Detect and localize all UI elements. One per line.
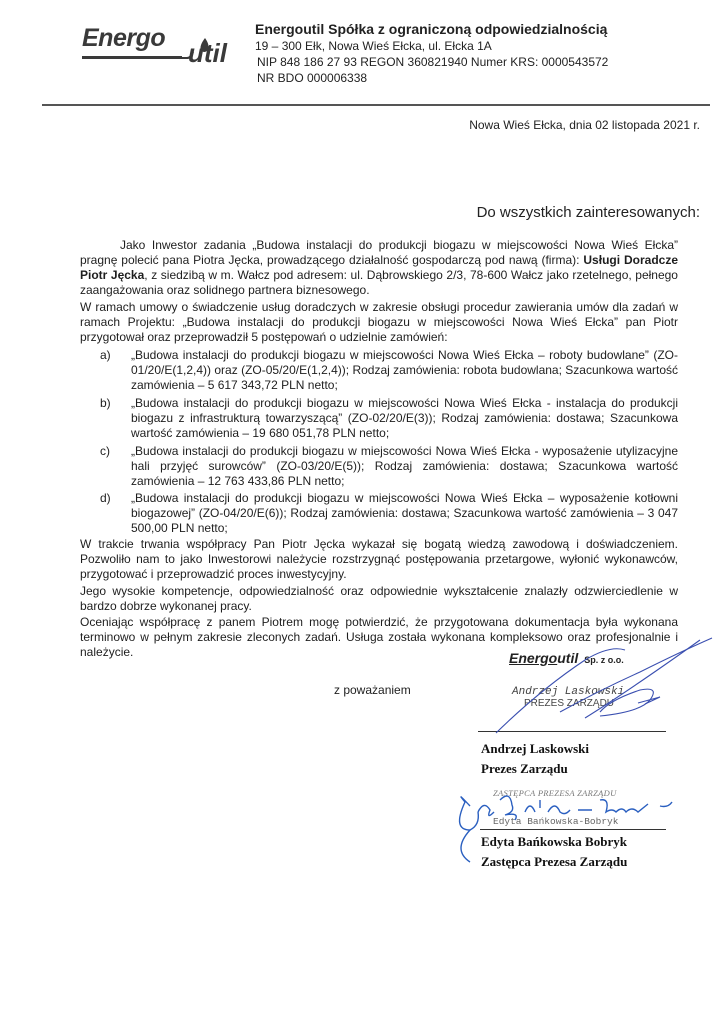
signer-role: Prezes Zarządu [481, 761, 568, 776]
stamp-logo-util: util [557, 650, 579, 666]
signature-line [478, 731, 666, 732]
company-logo [80, 22, 230, 70]
signer-name: Edyta Bańkowska Bobryk [481, 834, 627, 849]
list-item-text: „Budowa instalacji do produkcji biogazu w miejscowości Nowa Wieś Ełcka - wyposażenie utylizacyjne hali przyjęć surowców” (ZO-03/20/E(5)); Rodzaj zamówienia: dostawa; Szacunkowa wartość zamówienia – 12 763 433,86 PLN netto; [131, 444, 678, 488]
logo-text-energo: Energo [82, 24, 166, 52]
paragraph-competence: Jego wysokie kompetencje, odpowiedzialność oraz odpowiednie wykształcenie znalazły odzwierciedlenie w bardzo dobrze wykonanej pracy. [80, 584, 678, 613]
date-line: Nowa Wieś Ełcka, dnia 02 listopada 2021 r. [469, 118, 700, 132]
company-stamp-logo [509, 650, 624, 666]
paragraph-text: , z siedzibą w m. Wałcz pod adresem: ul. Dąbrowskiego 2/3, 78-600 Wałcz jako rzetelnego, pełnego zaangażowania oraz solidnego partnera biznesowego. [80, 268, 678, 297]
logo-text-util: util [188, 38, 227, 68]
list-item-text: „Budowa instalacji do produkcji biogazu w miejscowości Nowa Wieś Ełcka - instalacja do produkcji biogazu z infrastrukturą towarzyszącą” (ZO-02/20/E(3)); Rodzaj zamówienia: dostawa; Szacunkowa wartość zamówienia – 19 680 051,78 PLN netto; [131, 396, 678, 440]
paragraph-scope: W ramach umowy o świadczenie usług doradczych w zakresie obsługi procedur zawierania umów dla zadań w ramach Projektu: „Budowa instalacji do produkcji biogazu w miejscowości Nowa Wieś Ełcka” pan Piotr przygotował oraz przeprowadził 5 postępowań o udzielnie zamówień: [80, 300, 678, 344]
stamp-role: PREZES ZARZĄDU [524, 698, 615, 709]
header-divider [42, 104, 710, 106]
paragraph-cooperation: W trakcie trwania współpracy Pan Piotr Jęcka wykazał się bogatą wiedzą zawodową i doświadczeniem. Pozwoliło nam to jako Inwestorowi należycie rozstrzygnąć postępowania przetargowe, wyłonić wykonawców, przygotować i przeprowadzić proces inwestycyjny. [80, 537, 678, 581]
paragraph-intro [80, 238, 678, 298]
company-address: 19 – 300 Ełk, Nowa Wieś Ełcka, ul. Ełcka 1A [255, 39, 492, 53]
paragraph-text: Jako Inwestor zadania „Budowa instalacji do produkcji biogazu w miejscowości Nowa Wieś Ełcka” pragnę polecić pana Piotra Jęcka, prowadzącego działalność gospodarczą pod nawą (firma): [80, 238, 678, 267]
company-bdo: NR BDO 000006338 [257, 71, 368, 85]
stamp-name: Edyta Bańkowska-Bobryk [493, 816, 619, 827]
signer-role: Zastępca Prezesa Zarządu [481, 854, 628, 869]
company-registry: NIP 848 186 27 93 REGON 360821940 Numer KRS: 0000543572 [257, 55, 609, 69]
firm-name: Usługi Doradcze Piotr Jęcka [80, 253, 678, 282]
company-details [255, 20, 608, 86]
signer-name: Andrzej Laskowski [481, 741, 589, 756]
list-item-text: „Budowa instalacji do produkcji biogazu w miejscowości Nowa Wieś Ełcka – wyposażenie kotłowni biogazowej” (ZO-04/20/E(6)); Rodzaj zamówienia: dostawa; Szacunkowa wartość zamówienia – 3 047 500,00 PLN netto; [131, 491, 678, 535]
list-marker: c) [100, 444, 110, 458]
list-marker: b) [100, 396, 111, 410]
list-marker: d) [100, 491, 111, 505]
closing-phrase: z poważaniem [334, 683, 411, 697]
stamp-company-suffix: Sp. z o.o. [584, 655, 624, 665]
stamp-logo-energo: Energo [509, 650, 558, 666]
company-name: Energoutil Spółka z ograniczoną odpowiedzialnością [255, 21, 608, 37]
logo-underline [82, 56, 182, 59]
salutation: Do wszystkich zainteresowanych: [476, 204, 700, 221]
list-item-text: „Budowa instalacji do produkcji biogazu w miejscowości Nowa Wieś Ełcka – roboty budowlane” (ZO-01/20/E(1,2,4)) oraz (ZO-05/20/E(1,2,4)); Rodzaj zamówienia: robota budowlana; Szacunkowa wartość zamówienia – 5 617 343,72 PLN netto; [131, 348, 678, 392]
paragraph-assessment: Oceniając współpracę z panem Piotrem mogę potwierdzić, że przygotowana dokumentacja była wykonana terminowo w pełnym zakresie zleconych zadań. Usługa została wykonana kompleksowo oraz profesjonalnie i należycie. [80, 615, 678, 659]
signature-line [480, 829, 666, 830]
stamp-name: Andrzej Laskowski [512, 686, 625, 698]
list-marker: a) [100, 348, 111, 362]
stamp-role: ZASTĘPCA PREZESA ZARZĄDU [493, 788, 617, 798]
